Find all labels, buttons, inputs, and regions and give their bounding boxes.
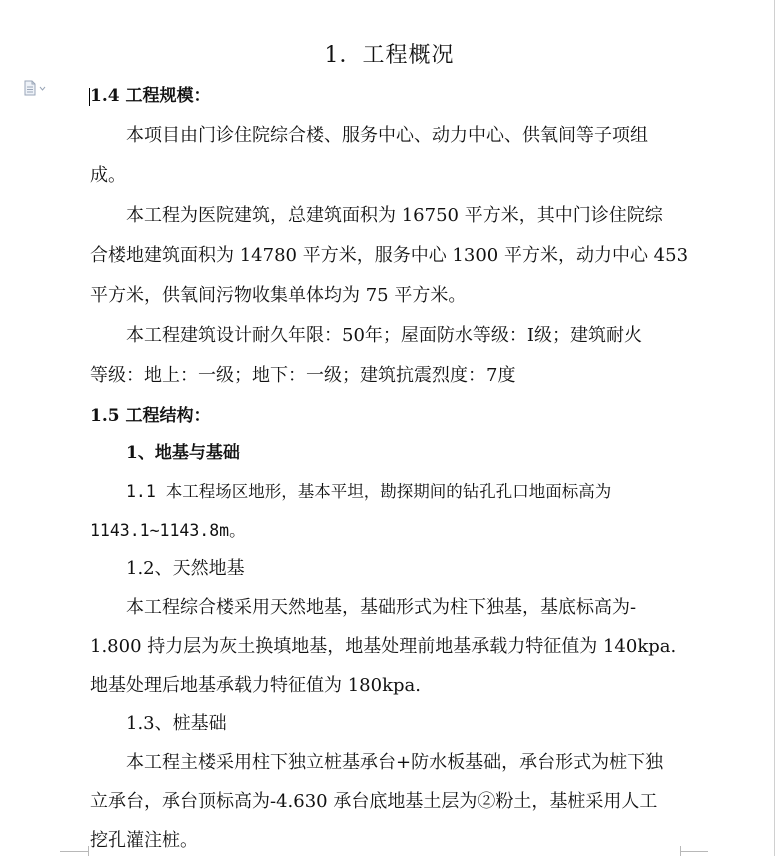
paragraph-line: 地基处理后地基承载力特征值为 180kpa. — [90, 675, 421, 696]
document-title: 1．工程概况 — [324, 43, 455, 68]
page-edge — [774, 0, 775, 856]
heading-project-scale: 1.4 工程规模： — [90, 86, 211, 106]
paragraph-line: 本工程主楼采用柱下独立桩基承台+防水板基础，承台形式为桩下独 — [126, 752, 664, 773]
subheading-natural-foundation: 1.2、天然地基 — [126, 558, 245, 579]
paragraph-line: 1.800 持力层为灰土换填地基，地基处理前地基承载力特征值为 140kpa. — [90, 636, 677, 657]
heading-project-structure: 1.5 工程结构： — [90, 406, 211, 426]
paragraph-line: 本工程为医院建筑，总建筑面积为 16750 平方米，其中门诊住院综 — [126, 205, 663, 226]
crop-mark — [60, 851, 88, 852]
paragraph-line: 挖孔灌注桩。 — [90, 830, 198, 851]
paragraph-line: 本工程建筑设计耐久年限：50年；屋面防水等级：Ⅰ级；建筑耐火 — [126, 325, 643, 346]
paragraph-line: 1.1 本工程场区地形，基本平坦，勘探期间的钻孔孔口地面标高为 — [126, 482, 612, 501]
subheading-foundation: 1、地基与基础 — [126, 443, 240, 463]
crop-mark — [680, 846, 681, 856]
document-icon[interactable] — [24, 80, 48, 96]
paragraph-line: 等级：地上：一级；地下：一级；建筑抗震烈度：7度 — [90, 365, 516, 386]
paragraph-line: 成。 — [90, 165, 126, 186]
paragraph-line: 本工程综合楼采用天然地基，基础形式为柱下独基，基底标高为- — [126, 597, 637, 618]
crop-mark — [680, 851, 708, 852]
paragraph-line: 平方米，供氧间污物收集单体均为 75 平方米。 — [90, 285, 467, 306]
paragraph-line: 立承台，承台顶标高为-4.630 承台底地基土层为②粉土，基桩采用人工 — [90, 791, 658, 812]
paragraph-line: 1143.1~1143.8m。 — [90, 521, 246, 540]
paragraph-line: 合楼地建筑面积为 14780 平方米，服务中心 1300 平方米，动力中心 453 — [90, 245, 689, 266]
paragraph-line: 本项目由门诊住院综合楼、服务中心、动力中心、供氧间等子项组 — [126, 125, 648, 146]
crop-mark — [88, 846, 89, 856]
subheading-pile-foundation: 1.3、桩基础 — [126, 713, 227, 734]
